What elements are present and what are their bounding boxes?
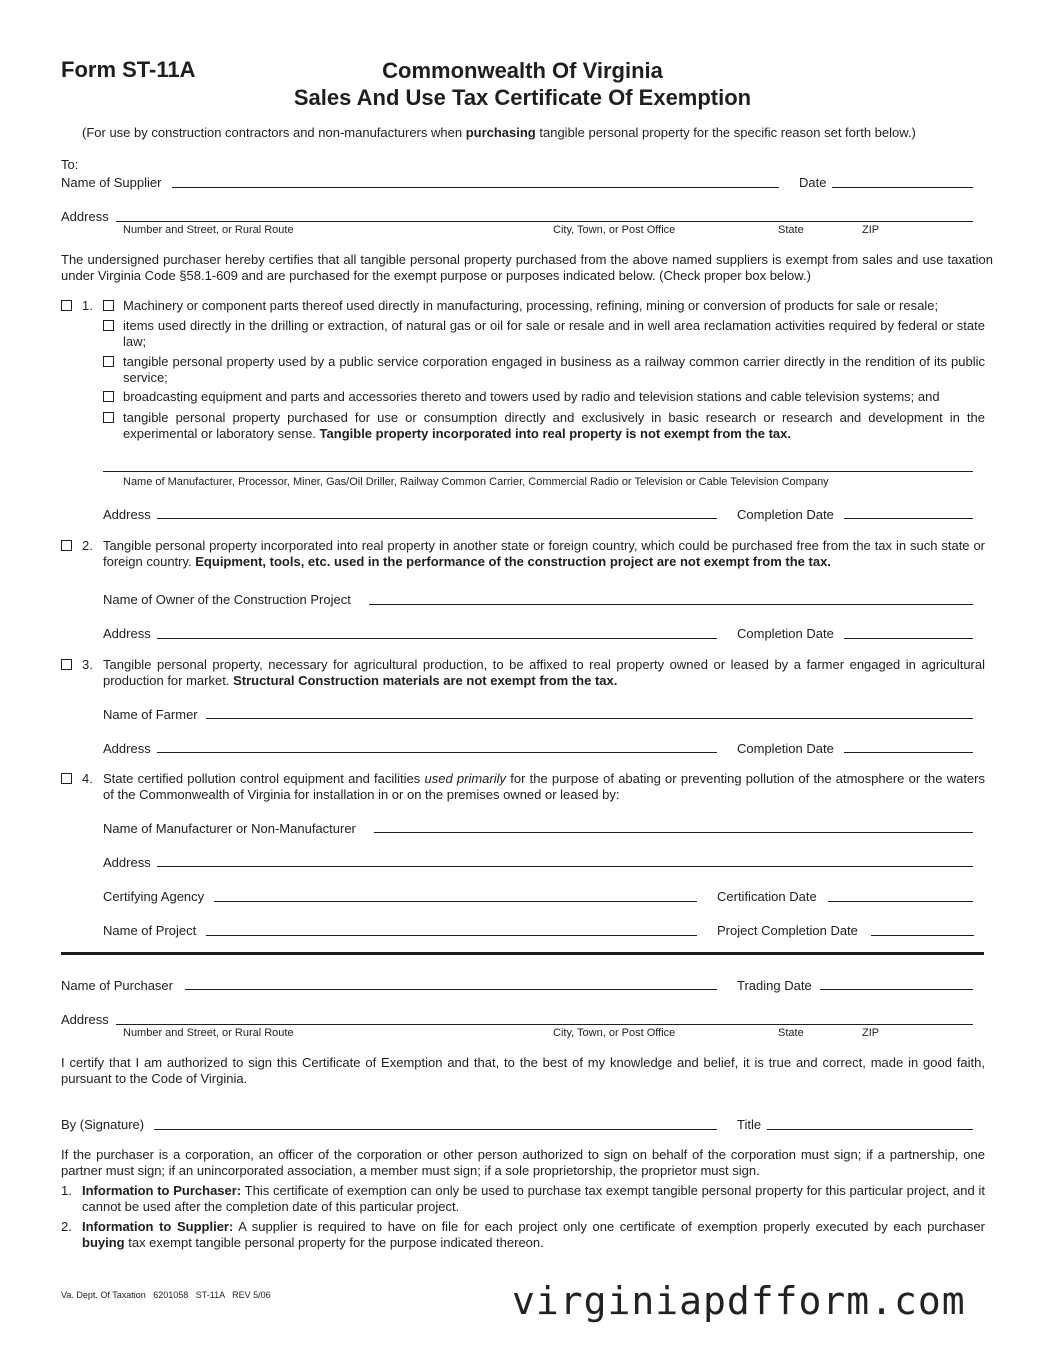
purchaser-address-field[interactable] [116,1024,973,1025]
section-4-post: for the purpose of abating or preventing pollution of the atmosphere or the waters of the Commonwealth of Virginia for installation in or on the premises owned or leased by: [103,771,985,802]
section-4-number: 4. [82,771,93,786]
section-3-checkbox[interactable] [61,659,72,670]
note-2-bold: Information to Supplier: [82,1219,234,1234]
intro-pre: (For use by construction contractors and non-manufacturers when [82,125,466,140]
section-4-text [103,771,985,803]
s1-company-name-caption: Name of Manufacturer, Processor, Miner, Gas/Oil Driller, Railway Common Carrier, Commercial Radio or Television or Cable Television Company [123,476,829,488]
s4-cert-date-label: Certification Date [717,889,817,904]
supplier-sub-city: City, Town, or Post Office [553,224,676,236]
s4-project-field[interactable] [206,935,697,936]
s3-farmer-field[interactable] [206,718,973,719]
purchaser-name-field[interactable] [185,989,717,990]
s1-item-5-bold: Tangible property incorporated into real property is not exempt from the tax. [319,426,791,441]
purchaser-sub-state: State [778,1027,804,1039]
s1-item-5-text [123,410,985,442]
purchaser-name-label: Name of Purchaser [61,978,173,993]
intro-text [82,125,982,141]
section-1-checkbox[interactable] [61,300,72,311]
s1-item-5-checkbox[interactable] [103,412,114,423]
page-title [200,57,845,111]
s4-project-label: Name of Project [103,923,197,938]
s2-owner-field[interactable] [369,604,973,605]
s1-company-name-field[interactable] [103,471,973,472]
s3-address-label: Address [103,741,151,756]
supplier-date-field[interactable] [832,187,973,188]
s3-completion-label: Completion Date [737,741,834,756]
s1-item-2-checkbox[interactable] [103,320,114,331]
s1-item-4-text: broadcasting equipment and parts and accessories thereto and towers used by radio and television stations and cable television systems; and [123,389,940,404]
signature-field[interactable] [154,1129,717,1130]
intro-bold: purchasing [465,125,536,140]
to-label: To: [61,157,79,172]
purchaser-certify-text: I certify that I am authorized to sign this Certificate of Exemption and that, to the best of my knowledge and belief, it is true and correct, made in good faith, pursuant to the Code of Virginia. [61,1055,985,1086]
s3-address-field[interactable] [157,752,717,753]
section-2-bold: Equipment, tools, etc. used in the performance of the construction project are not exempt from the tax. [195,554,831,569]
s1-completion-label: Completion Date [737,507,834,522]
note-2-body-2: tax exempt tangible personal property for the purpose indicated thereon. [124,1235,544,1250]
supplier-date-label: Date [799,175,827,190]
s1-item-1-text: Machinery or component parts thereof used directly in manufacturing, processing, refining, mining or conversion of products for sale or resale; [123,298,939,313]
section-1-number: 1. [82,298,93,313]
section-2-number: 2. [82,538,93,553]
section-3-text [103,657,985,689]
trading-date-field[interactable] [820,989,973,990]
form-id: Form ST-11A [61,57,196,82]
trading-date-label: Trading Date [737,978,812,993]
s1-completion-field[interactable] [844,518,973,519]
title-line-1: Commonwealth Of Virginia [382,58,663,83]
s4-agency-label: Certifying Agency [103,889,205,904]
supplier-address-field[interactable] [116,221,973,222]
s2-owner-label: Name of Owner of the Construction Project [103,592,351,607]
section-2-checkbox[interactable] [61,540,72,551]
s1-item-3-text: tangible personal property used by a public service corporation engaged in business as a railway common carrier directly in the rendition of its public service; [123,354,985,385]
s1-address-label: Address [103,507,151,522]
certify-paragraph: The undersigned purchaser hereby certifies that all tangible personal property purchased from the above named suppliers is exempt from sales and use taxation under Virginia Code §58.1-609 and are purchased for the exempt purpose or purposes indicated below. (Check proper box below.) [61,252,993,283]
note-2-body: A supplier is required to have on file for each project only one certificate of exemption properly executed by each purchaser [233,1219,985,1234]
s2-address-label: Address [103,626,151,641]
section-4-checkbox[interactable] [61,773,72,784]
s1-item-2-text: items used directly in the drilling or extraction, of natural gas or oil for sale or resale and in well area reclamation activities required by federal or state law; [123,318,985,349]
note-2-bold-2: buying [82,1235,125,1250]
section-2-main: Tangible personal property incorporated into real property in another state or foreign country, which could be purchased free from the tax in such state or foreign country. [103,538,985,569]
s2-address-field[interactable] [157,638,717,639]
note-2-text [82,1219,985,1251]
section-divider [61,952,984,955]
s2-completion-field[interactable] [844,638,973,639]
s4-cert-date-field[interactable] [828,901,973,902]
s1-address-field[interactable] [157,518,717,519]
note-1-bold: Information to Purchaser: [82,1183,242,1198]
section-4-italic: used primarily [424,771,507,786]
s1-item-3-checkbox[interactable] [103,356,114,367]
section-3-main: Tangible personal property, necessary for agricultural production, to be affixed to real property owned or leased by a farmer engaged in agricultural production for market. [103,657,985,688]
signature-label: By (Signature) [61,1117,145,1132]
supplier-sub-zip: ZIP [862,224,880,236]
supplier-name-field[interactable] [172,187,779,188]
s2-completion-label: Completion Date [737,626,834,641]
section-3-number: 3. [82,657,93,672]
s4-agency-field[interactable] [214,901,697,902]
purchaser-address-label: Address [61,1012,109,1027]
supplier-sub-state: State [778,224,804,236]
intro-post: tangible personal property for the specific reason set forth below.) [535,125,916,140]
purchaser-sub-zip: ZIP [862,1027,880,1039]
supplier-address-label: Address [61,209,109,224]
section-2-text [103,538,985,570]
title-field[interactable] [767,1129,973,1130]
s3-farmer-label: Name of Farmer [103,707,198,722]
purchaser-sub-city: City, Town, or Post Office [553,1027,676,1039]
s4-address-label: Address [103,855,151,870]
supplier-name-label: Name of Supplier [61,175,162,190]
note-1-number: 1. [61,1183,72,1198]
section-4-pre: State certified pollution control equipment and facilities [103,771,425,786]
note-2-number: 2. [61,1219,72,1234]
s4-mfr-label: Name of Manufacturer or Non-Manufacturer [103,821,356,836]
s1-item-1-checkbox[interactable] [103,300,114,311]
s4-address-field[interactable] [157,866,973,867]
watermark: virginiapdfform.com [512,1279,966,1323]
s1-item-5-main: tangible personal property purchased for use or consumption directly and exclusively in basic research or research and development in the experimental or laboratory sense. [123,410,985,441]
s3-completion-field[interactable] [844,752,973,753]
supplier-sub-street: Number and Street, or Rural Route [123,224,294,236]
section-3-bold: Structural Construction materials are not exempt from the tax. [233,673,618,688]
note-1-body: This certificate of exemption can only be used to purchase tax exempt tangible personal property for this particular project, and it cannot be used after the completion date of this particular project. [82,1183,985,1214]
title-line-2: Sales And Use Tax Certificate Of Exemption [293,85,752,110]
s4-project-date-field[interactable] [871,935,974,936]
revision-info: Va. Dept. Of Taxation 6201058 ST-11A REV 5/06 [61,1290,271,1300]
s4-project-date-label: Project Completion Date [717,923,858,938]
title-label: Title [737,1117,762,1132]
note-1-text [82,1183,985,1215]
purchaser-sub-street: Number and Street, or Rural Route [123,1027,294,1039]
s1-item-4-checkbox[interactable] [103,391,114,402]
s4-mfr-field[interactable] [374,832,973,833]
signing-instructions: If the purchaser is a corporation, an officer of the corporation or other person authorized to sign on behalf of the corporation must sign; if a partnership, one partner must sign; if an unincorporated association, a member must sign; if a sole proprietorship, the proprietor must sign. [61,1147,985,1178]
